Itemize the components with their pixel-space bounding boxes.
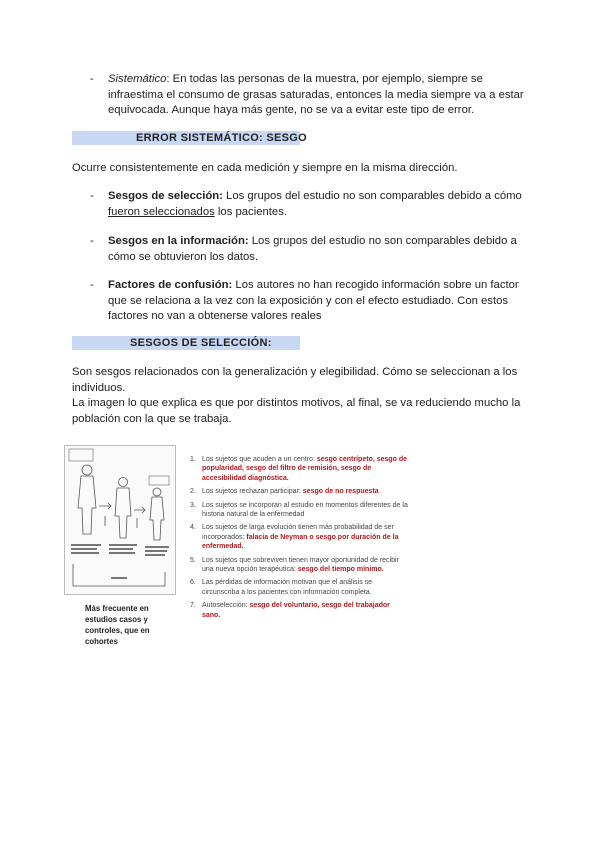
list-item: 6. Las pérdidas de información motivan que el análisis se circunscriba a los pacientes con información completa. [190,579,373,596]
list-item: 2. Los sujetos rechazan participar: sesgo de no respuesta [190,488,379,496]
para2-line-1: Son sesgos relacionados con la generalización y elegibilidad. Cómo se seleccionan a los [72,366,518,378]
bullet-seleccion-line-1: Sesgos de selección: Los grupos del estudio no son comparables debido a cómo [108,190,522,202]
bullet-confusion-line-1: Factores de confusión: Los autores no han recogido información sobre un factor [108,279,519,291]
human-figures-illustration [65,446,175,594]
bullet-confusion-line-3: factores no van a obtenerse valores reales [108,310,322,323]
bullet-informacion-line-1: Sesgos en la información: Los grupos del estudio no son comparables debido a [108,235,517,247]
bullet-dash: - [90,73,94,85]
heading-error-sistematico: ERROR SISTEMÁTICO: SESGO [136,132,307,144]
bullet-informacion-line-2: cómo se obtuvieron los datos. [108,250,259,263]
bullet-dash: - [90,190,94,202]
list-item: 4. Los sujetos de larga evolución tienen más probabilidad de ser incorporados: falacia de Neyman o sesgo por duración de la enfermedad. [190,524,399,551]
list-item: 3. Los sujetos se incorporan al estudio en momentos diferentes de la historia natural de la enfermedad [190,501,408,519]
intro-line-1: Sistemático: En todas las personas de la muestra, por ejemplo, siempre se [108,73,483,85]
para2-line-2: individuos. [72,381,126,394]
intro-line-2: infraestima el consumo de grasas saturadas, entonces la media siempre va a estar [108,88,524,101]
bullet-confusion-line-2: que se relaciona a la vez con la exposición y con el efecto estudiado. Con estos [108,294,509,307]
intro-line-3: equivocada. Aunque haya más gente, no se va a evitar este tipo de error. [108,104,475,117]
figure-caption: Más frecuente en estudios casos y controles, que en cohortes [85,604,150,646]
list-item: 1. Los sujetos que acuden a un centro: sesgo centrípeto, sesgo de popularidad, sesgo del filtro de remisión, sesgo de accesibilidad diagnóstica. [190,456,408,482]
paragraph-ocurre: Ocurre consistentemente en cada medición y siempre en la misma dirección. [72,162,458,174]
para2-line-3: La imagen lo que explica es que por distintos motivos, al final, se va reduciendo mucho la [72,397,521,410]
heading-sesgos-seleccion: SESGOS DE SELECCIÓN: [130,337,272,349]
bullet-dash: - [90,235,94,247]
list-item: 7. Autoselección: sesgo del voluntario, sesgo del trabajador sano. [190,602,390,619]
bullet-dash: - [90,279,94,291]
selection-bias-figure [64,445,176,595]
selection-bias-list [190,455,410,624]
para2-line-4: población con la que se trabaja. [72,412,232,425]
list-item: 5. Los sujetos que sobreviven tienen mayor oportunidad de recibir una nueva opción terapéutica: sesgo del tiempo mínimo. [190,556,399,574]
intro-term: Sistemático [108,73,167,85]
bullet-seleccion-line-2: fueron seleccionados los pacientes. [108,205,287,218]
